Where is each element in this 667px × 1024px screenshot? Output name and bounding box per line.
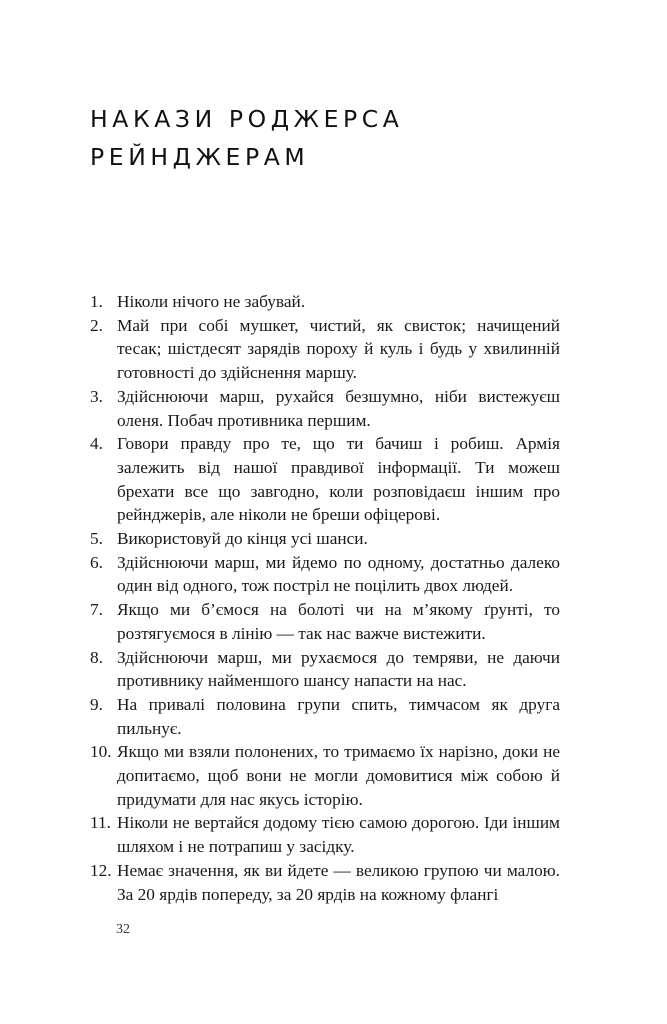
order-number: 7. (90, 600, 103, 620)
order-number: 9. (90, 694, 103, 714)
order-number: 5. (90, 529, 103, 549)
order-text: Здійснюючи марш, рухайся безшумно, ніби вистежуєш оленя. Побач противника першим. (117, 386, 560, 430)
chapter-title-line-1: НАКАЗИ РОДЖЕРСА (90, 105, 404, 133)
order-number: 8. (90, 647, 103, 667)
order-number: 11. (90, 813, 111, 833)
order-item-10 (90, 740, 560, 811)
orders-list (90, 290, 560, 906)
order-item-3 (90, 385, 560, 432)
chapter-title (90, 100, 610, 176)
order-text: Здійснюючи марш, ми рухаємося до темряви, не даючи противнику найменшого шансу напасти на нас. (117, 647, 560, 691)
order-text: Май при собі мушкет, чистий, як свисток; начищений тесак; шістдесят зарядів пороху й куль і будь у хвилинній готовності до здійснення маршу. (117, 315, 560, 383)
order-number: 10. (90, 742, 112, 762)
order-item-8 (90, 646, 560, 693)
order-item-7 (90, 598, 560, 645)
order-text: На привалі половина групи спить, тимчасом як друга пильнує. (117, 694, 560, 738)
order-text: Ніколи нічого не забувай. (117, 292, 306, 311)
order-text: Якщо ми взяли полонених, то тримаємо їх нарізно, доки не допитаємо, щоб вони не могли домовитися між собою й придумати для нас якусь історію. (117, 742, 560, 809)
order-number: 3. (90, 386, 103, 406)
order-number: 2. (90, 315, 103, 335)
order-item-12 (90, 859, 560, 906)
order-number: 6. (90, 552, 103, 572)
order-text: Говори правду про те, що ти бачиш і робиш. Армія залежить від нашої правдивої інформації. Ти можеш брехати все що завгодно, коли розповідаєш іншим про рейнджерів, але ніколи не бреши офіцерові. (117, 434, 560, 525)
chapter-title-line-2: РЕЙНДЖЕРАМ (90, 143, 310, 171)
order-item-9 (90, 693, 560, 740)
order-number: 12. (90, 860, 112, 880)
order-item-11 (90, 811, 560, 858)
order-item-6 (90, 551, 560, 598)
page-number: 32 (116, 922, 130, 937)
order-item-1 (90, 290, 560, 314)
order-item-4 (90, 432, 560, 527)
order-item-5 (90, 527, 560, 551)
order-text: Використовуй до кінця усі шанси. (117, 529, 368, 549)
order-text: Здійснюючи марш, ми йдемо по одному, достатньо далеко один від одного, тож постріл не поцілить двох людей. (117, 552, 560, 596)
order-number: 4. (90, 434, 103, 454)
order-text: Немає значення, як ви йдете — великою групою чи малою. За 20 ярдів попереду, за 20 ярдів на кожному флангі (117, 860, 560, 904)
order-text: Якщо ми б’ємося на болоті чи на м’якому ґрунті, то розтягуємося в лінію — так нас важче вистежити. (117, 600, 560, 643)
order-text: Ніколи не вертайся додому тією самою дорогою. Іди іншим шляхом і не потрапиш у засідку. (117, 813, 560, 857)
order-number: 1. (90, 292, 103, 311)
order-item-2 (90, 314, 560, 385)
